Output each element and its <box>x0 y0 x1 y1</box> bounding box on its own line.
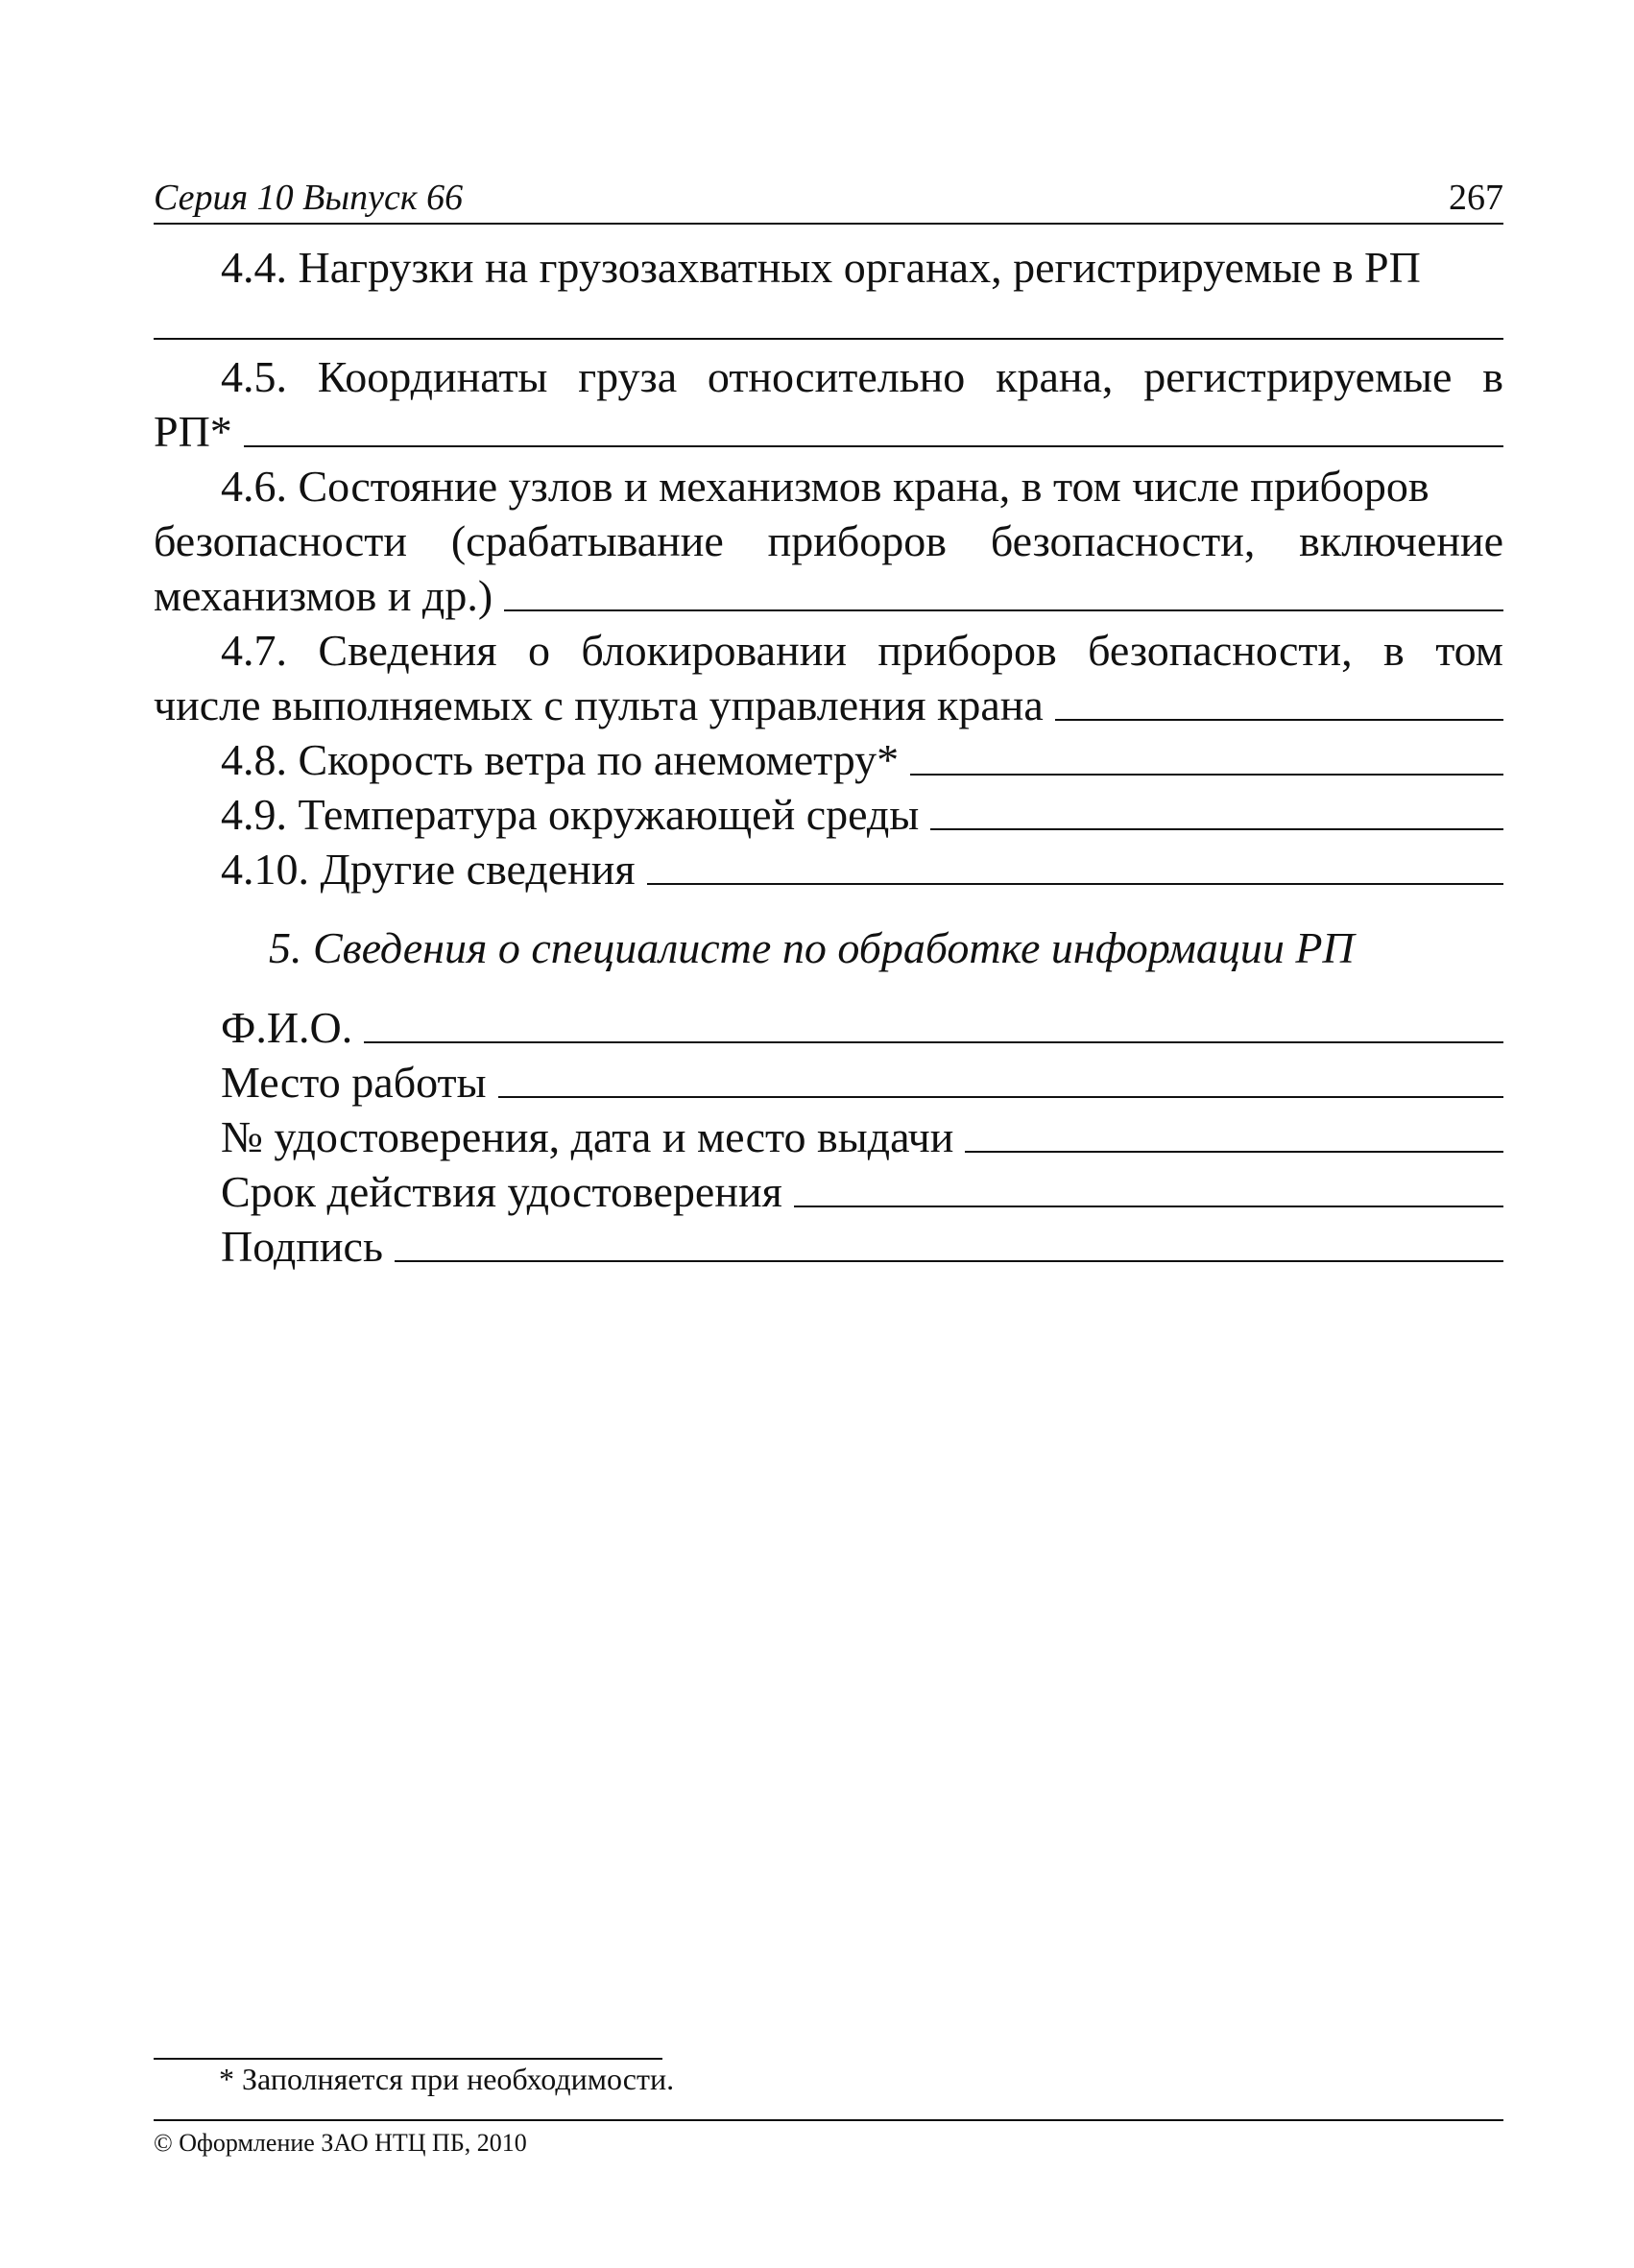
footnote: * Заполняется при необходимости. <box>219 2062 675 2096</box>
item-4-6-line2 <box>154 513 1503 568</box>
signature-answer-line[interactable] <box>395 1259 1503 1262</box>
fio-answer-line[interactable] <box>364 1040 1503 1043</box>
field-validity <box>154 1164 1503 1219</box>
item-4-9-answer-line[interactable] <box>930 827 1503 830</box>
item-4-7-answer-line[interactable] <box>1055 718 1503 721</box>
form-body <box>154 240 1503 1274</box>
word: блокировании <box>581 626 847 675</box>
item-4-9-label: 4.9. Температура окружающей среды <box>221 790 920 839</box>
word: приборов <box>767 516 947 565</box>
item-4-8 <box>154 732 1503 787</box>
signature-label: Подпись <box>221 1222 383 1271</box>
item-4-6-text: 4.6. Состояние узлов и механизмов крана, в том числе приборов <box>221 462 1430 511</box>
copyright-footer: © Оформление ЗАО НТЦ ПБ, 2010 <box>154 2129 527 2157</box>
item-4-5-line2 <box>154 404 1503 459</box>
footnote-divider <box>154 2058 662 2060</box>
item-4-7-line2 <box>154 678 1503 732</box>
item-4-10-label: 4.10. Другие сведения <box>221 845 636 894</box>
validity-label: Срок действия удостоверения <box>221 1167 782 1216</box>
item-4-6-line1 <box>154 459 1503 513</box>
page-header <box>154 175 1503 225</box>
certificate-label: № удостоверения, дата и место выдачи <box>221 1112 954 1161</box>
workplace-answer-line[interactable] <box>498 1095 1504 1098</box>
item-4-4-answer-line[interactable] <box>154 295 1503 349</box>
word: 4.5. <box>221 352 287 401</box>
item-4-5-line1 <box>154 349 1503 404</box>
word: том <box>1435 626 1503 675</box>
word: включение <box>1299 516 1503 565</box>
word: в <box>1482 352 1503 401</box>
word: 4.7. <box>221 626 287 675</box>
page-number: 267 <box>1449 178 1503 218</box>
field-workplace <box>154 1055 1503 1110</box>
word: приборов <box>877 626 1057 675</box>
word: о <box>527 626 550 675</box>
word: относительно <box>707 352 966 401</box>
item-4-5-label: РП* <box>154 407 232 456</box>
item-4-10 <box>154 842 1503 896</box>
word: Сведения <box>318 626 497 675</box>
item-4-4-text: 4.4. Нагрузки на грузозахватных органах, регистрируемые в РП <box>221 243 1421 292</box>
item-4-8-label: 4.8. Скорость ветра по анемометру* <box>221 735 900 784</box>
item-4-10-answer-line[interactable] <box>647 882 1503 885</box>
workplace-label: Место работы <box>221 1058 487 1107</box>
fio-label: Ф.И.О. <box>221 1003 353 1052</box>
field-certificate <box>154 1110 1503 1164</box>
word: крана, <box>996 352 1114 401</box>
item-4-4 <box>154 240 1503 295</box>
item-4-8-answer-line[interactable] <box>910 773 1503 776</box>
section-5-title: 5. Сведения о специалисте по обработке информации РП <box>269 923 1355 972</box>
word: безопасности, <box>990 516 1256 565</box>
word: (срабатывание <box>450 516 724 565</box>
word: груза <box>578 352 678 401</box>
series-label: Серия 10 Выпуск 66 <box>154 178 464 218</box>
item-4-6-label: механизмов и др.) <box>154 571 493 620</box>
item-4-7-line1 <box>154 623 1503 678</box>
validity-answer-line[interactable] <box>794 1205 1503 1207</box>
item-4-5-answer-line[interactable] <box>244 444 1503 447</box>
word: безопасности, <box>1088 626 1353 675</box>
item-4-6-answer-line[interactable] <box>504 609 1503 611</box>
field-fio <box>154 1000 1503 1055</box>
footer-divider <box>154 2119 1503 2121</box>
word: в <box>1383 626 1405 675</box>
word: Координаты <box>317 352 548 401</box>
certificate-answer-line[interactable] <box>965 1150 1503 1153</box>
item-4-6-line3 <box>154 568 1503 623</box>
field-signature <box>154 1219 1503 1274</box>
word: регистрируемые <box>1143 352 1453 401</box>
item-4-9 <box>154 787 1503 842</box>
word: безопасности <box>154 516 408 565</box>
item-4-7-label: числе выполняемых с пульта управления крана <box>154 680 1044 729</box>
